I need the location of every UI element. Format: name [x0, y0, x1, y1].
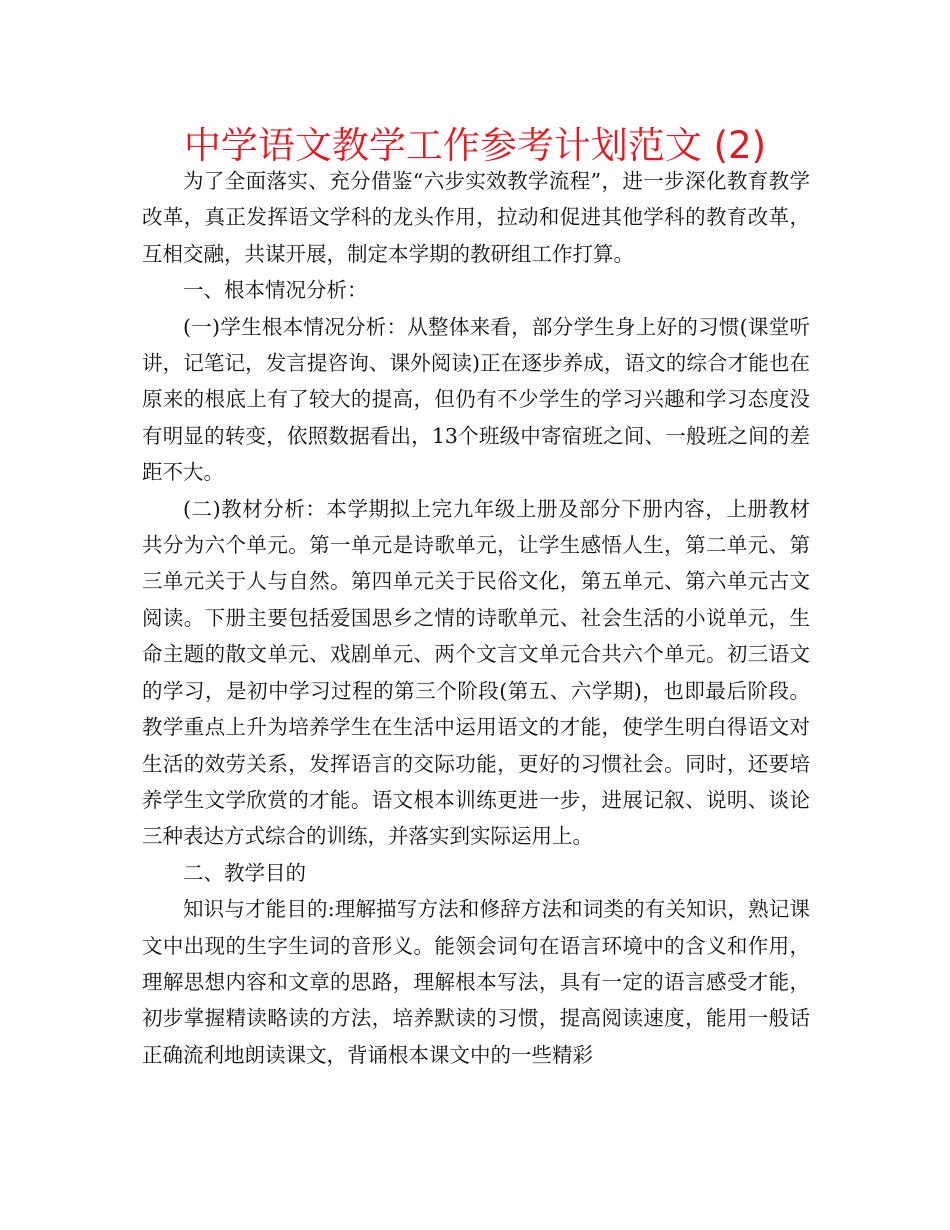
- document-body: [142, 163, 810, 1073]
- heading-teaching-goals: 二、教学目的: [183, 860, 306, 885]
- document-title: 中学语文教学工作参考计划范文 (2): [183, 124, 767, 167]
- paragraph-intro: 为了全面落实、充分借鉴“六步实效教学流程”，进一步深化教育教学改革，真正发挥语文学科的龙头作用，拉动和促进其他学科的教育改革，互相交融，共谋开展，制定本学期的教研组工作打算。: [142, 169, 810, 266]
- paragraph-textbook-analysis: (二)教材分析：本学期拟上完九年级上册及部分下册内容，上册教材共分为六个单元。第一单元是诗歌单元，让学生感悟人生，第二单元、第三单元关于人与自然。第四单元关于民俗文化，第五单元、第六单元古文阅读。下册主要包括爱国思乡之情的诗歌单元、社会生活的小说单元，生命主题的散文单元、戏剧单元、两个文言文单元合共六个单元。初三语文的学习，是初中学习过程的第三个阶段(第五、六学期)，也即最后阶段。教学重点上升为培养学生在生活中运用语文的才能，使学生明白得语文对生活的效劳关系，发挥语言的交际功能，更好的习惯社会。同时，还要培养学生文学欣赏的才能。语文根本训练更进一步，进展记叙、说明、谈论三种表达方式综合的训练，并落实到实际运用上。: [142, 496, 810, 849]
- heading-situation-analysis: 一、根本情况分析：: [183, 278, 368, 303]
- paragraph-knowledge-goals: 知识与才能目的:理解描写方法和修辞方法和词类的有关知识，熟记课文中出现的生字生词的音形义。能领会词句在语言环境中的含义和作用，理解思想内容和文章的思路，理解根本写法，具有一定的语言感受才能，初步掌握精读略读的方法，培养默读的习惯，提高阅读速度，能用一般话正确流利地朗读课文，背诵根本课文中的一些精彩: [142, 897, 810, 1067]
- paragraph-student-analysis: (一)学生根本情况分析：从整体来看，部分学生身上好的习惯(课堂听讲，记笔记，发言提咨询、课外阅读)正在逐步养成，语文的综合才能也在原来的根底上有了较大的提高，但仍有不少学生的学习兴趣和学习态度没有明显的转变，依照数据看出，13个班级中寄宿班之间、一般班之间的差距不大。: [142, 314, 810, 485]
